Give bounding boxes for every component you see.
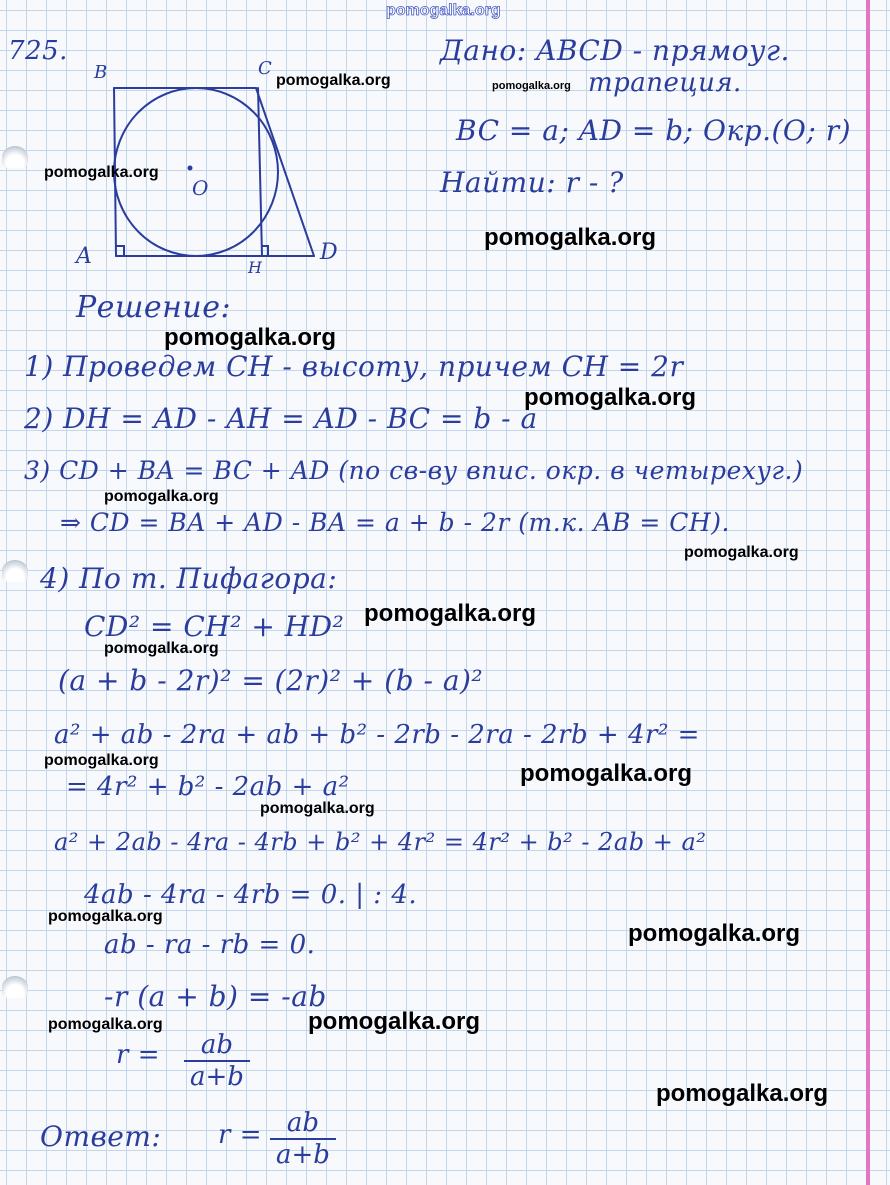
given-line3: BC = a; AD = b; Окр.(O; r) [456,114,852,147]
watermark: pomogalka.org [44,164,159,181]
step-4: 4) По т. Пифагора: [40,562,338,595]
watermark: pomogalka.org [104,488,219,505]
equation-1: CD² = CH² + HD² [84,610,345,643]
watermark: pomogalka.org [684,544,799,561]
label-b: B [94,62,108,83]
find-line: Найти: r - ? [440,166,624,199]
equation-3: a² + ab - 2ra + ab + b² - 2rb - 2ra - 2rb + 4r² = [54,720,700,750]
equation-8-fraction [184,1030,250,1092]
equation-5: 4ab - 4ra - 4rb = 0. | : 4. [84,880,418,910]
label-c: C [258,58,273,79]
step-3: 3) CD + BA = BC + AD (по св-ву впис. окр. в четырехуг.) [24,456,804,485]
step-3b: ⇒ CD = BA + AD - BA = a + b - 2r (т.к. AB = CH). [60,508,730,537]
watermark: pomogalka.org [276,72,391,89]
answer-fraction [270,1108,336,1170]
binder-hole-icon [2,560,28,582]
fraction-numerator: ab [184,1030,250,1062]
watermark: pomogalka.org [656,1080,829,1107]
given-line1: Дано: ABCD - прямоуг. [440,34,790,67]
binder-hole-icon [2,976,28,998]
watermark: pomogalka.org [164,324,337,351]
label-o: O [192,176,209,200]
right-angle-a [116,246,124,256]
label-d: D [320,240,339,265]
watermark: pomogalka.org [308,1008,481,1035]
watermark: pomogalka.org [104,640,219,657]
watermark: pomogalka.org [524,384,697,411]
equation-2: (a + b - 2r)² = (2r)² + (b - a)² [58,664,484,697]
fraction-denominator: a+b [190,1062,244,1092]
watermark: pomogalka.org [260,800,375,817]
watermark: pomogalka.org [44,752,159,769]
watermark: pomogalka.org [484,224,657,251]
solution-heading: Решение: [76,290,232,325]
watermark: pomogalka.org [520,760,693,787]
fraction-denominator: a+b [276,1140,330,1170]
equation-6: ab - ra - rb = 0. [104,930,316,960]
watermark: pomogalka.org [48,1016,163,1033]
equation-8-lhs: r = [116,1040,160,1070]
watermark: pomogalka.org [364,600,537,627]
top-watermark: pomogalka.org [386,2,501,19]
equation-3b: = 4r² + b² - 2ab + a² [66,772,350,802]
problem-number: 725. [8,36,68,66]
side-cd [256,88,314,256]
answer-label: Ответ: [40,1120,162,1153]
center-o-point [188,166,193,171]
watermark: pomogalka.org [628,920,801,947]
equation-4: a² + 2ab - 4ra - 4rb + b² + 4r² = 4r² + b² - 2ab + a² [54,828,707,856]
answer-lhs: r = [218,1120,262,1150]
label-h: H [248,258,263,277]
label-a: A [76,244,93,269]
equation-7: -r (a + b) = -ab [104,980,327,1013]
given-line2: трапеция. [588,68,742,98]
fraction-numerator: ab [270,1108,336,1140]
watermark: pomogalka.org [492,80,571,92]
step-1: 1) Проведем CH - высоту, причем CH = 2r [24,350,684,383]
height-ch [258,88,262,256]
watermark: pomogalka.org [48,908,163,925]
step-2: 2) DH = AD - AH = AD - BC = b - a [24,402,538,435]
